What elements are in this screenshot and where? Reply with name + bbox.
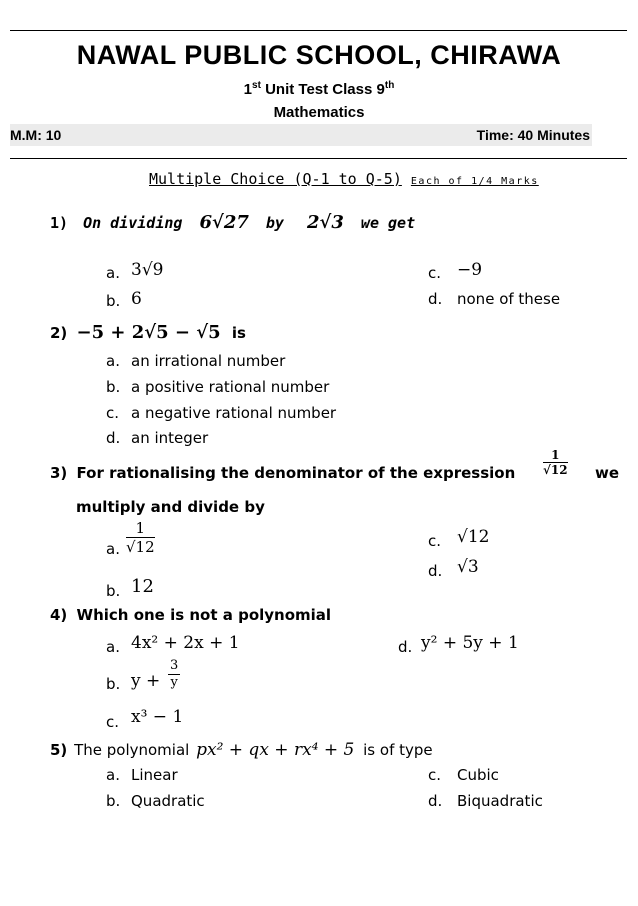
question-text: For rationalising the denominator of the expression — [76, 464, 516, 482]
question-text-cont: multiply and divide by — [76, 498, 265, 516]
question-2 — [50, 322, 246, 343]
test-title — [0, 80, 638, 98]
math-expression: 6√27 — [199, 212, 249, 233]
header-bottom-rule — [10, 158, 627, 159]
math-expression: 2√3 — [307, 212, 344, 233]
question-text: Which one is not a polynomial — [76, 606, 332, 624]
option-value: 12 — [131, 576, 154, 597]
option-label: d. — [428, 290, 443, 308]
option-value: 3√9 — [131, 260, 164, 280]
question-text: is of type — [363, 741, 433, 759]
subject-title: Mathematics — [273, 104, 365, 121]
option-label: d. — [106, 429, 121, 447]
marks-time-band — [10, 124, 592, 146]
option-label: c. — [428, 766, 442, 784]
option-value: an integer — [131, 429, 209, 447]
option-value: Quadratic — [131, 792, 205, 810]
option-label: d. — [428, 562, 443, 580]
option-value: a positive rational number — [131, 378, 330, 396]
option-label: a. — [106, 540, 120, 558]
question-5 — [50, 740, 433, 760]
option-label: b. — [106, 675, 121, 693]
option-value: Linear — [131, 766, 178, 784]
option-value: a negative rational number — [131, 404, 337, 422]
option-label: c. — [428, 264, 442, 282]
math-expression: px² + qx + rx⁴ + 5 — [196, 740, 355, 760]
question-number: 5) — [50, 741, 68, 759]
question-3 — [50, 464, 515, 482]
fraction-numerator: 3 — [170, 658, 179, 673]
question-text: The polynomial — [74, 741, 190, 759]
option-value: √12 — [457, 527, 490, 547]
question-number: 2) — [50, 324, 68, 342]
option-value: none of these — [457, 290, 561, 308]
fraction-numerator: 1 — [126, 519, 155, 538]
option-value-fraction — [168, 658, 180, 690]
question-text: On dividing — [83, 214, 183, 232]
option-label: b. — [106, 378, 121, 396]
question-text: we get — [360, 214, 416, 232]
max-marks: M.M: 10 — [10, 127, 62, 143]
option-value: y + — [131, 671, 161, 691]
question-3-fraction — [543, 448, 568, 478]
section-heading — [149, 170, 539, 188]
question-4 — [50, 606, 331, 624]
fraction-denominator: √12 — [543, 463, 568, 478]
top-rule — [10, 30, 627, 31]
option-value: −9 — [457, 260, 483, 280]
option-value: √3 — [457, 557, 479, 577]
option-label: a. — [106, 352, 120, 370]
question-number: 4) — [50, 606, 68, 624]
option-label: b. — [106, 792, 121, 810]
option-label: b. — [106, 582, 121, 600]
time-allowed: Time: 40 Minutes — [476, 127, 590, 143]
fraction-numerator: 1 — [543, 448, 568, 463]
option-label: d. — [428, 792, 443, 810]
option-value-fraction — [126, 519, 155, 556]
option-label: a. — [106, 766, 120, 784]
math-expression: −5 + 2√5 − √5 — [76, 322, 221, 343]
option-label: c. — [106, 404, 120, 422]
option-value: Cubic — [457, 766, 499, 784]
option-value: 4x² + 2x + 1 — [131, 633, 240, 653]
question-text-end: we — [595, 464, 620, 482]
question-number: 3) — [50, 464, 68, 482]
question-text: by — [265, 214, 284, 232]
test-title-pre: 1 — [243, 81, 253, 98]
fraction-denominator: √12 — [126, 538, 155, 556]
test-title-mid: Unit Test Class 9 — [260, 81, 385, 98]
question-1 — [50, 212, 415, 233]
option-label: b. — [106, 292, 121, 310]
option-value: y² + 5y + 1 — [421, 633, 519, 653]
school-name: NAWAL PUBLIC SCHOOL, CHIRAWA — [76, 40, 562, 70]
option-label: d. — [398, 638, 413, 656]
fraction-denominator: y — [170, 674, 178, 690]
test-title-sup1: st — [252, 80, 261, 91]
test-title-sup2: th — [384, 80, 395, 91]
question-number: 1) — [50, 214, 69, 232]
section-marks: Each of 1/4 Marks — [410, 176, 539, 187]
option-value: an irrational number — [131, 352, 286, 370]
option-value: 6 — [131, 289, 142, 309]
section-title: Multiple Choice (Q-1 to Q-5) — [149, 170, 402, 188]
option-label: a. — [106, 264, 120, 282]
option-label: c. — [106, 713, 120, 731]
option-value: x³ − 1 — [131, 707, 184, 727]
question-text: is — [231, 324, 246, 342]
option-label: c. — [428, 532, 442, 550]
option-label: a. — [106, 638, 120, 656]
option-value: Biquadratic — [457, 792, 543, 810]
